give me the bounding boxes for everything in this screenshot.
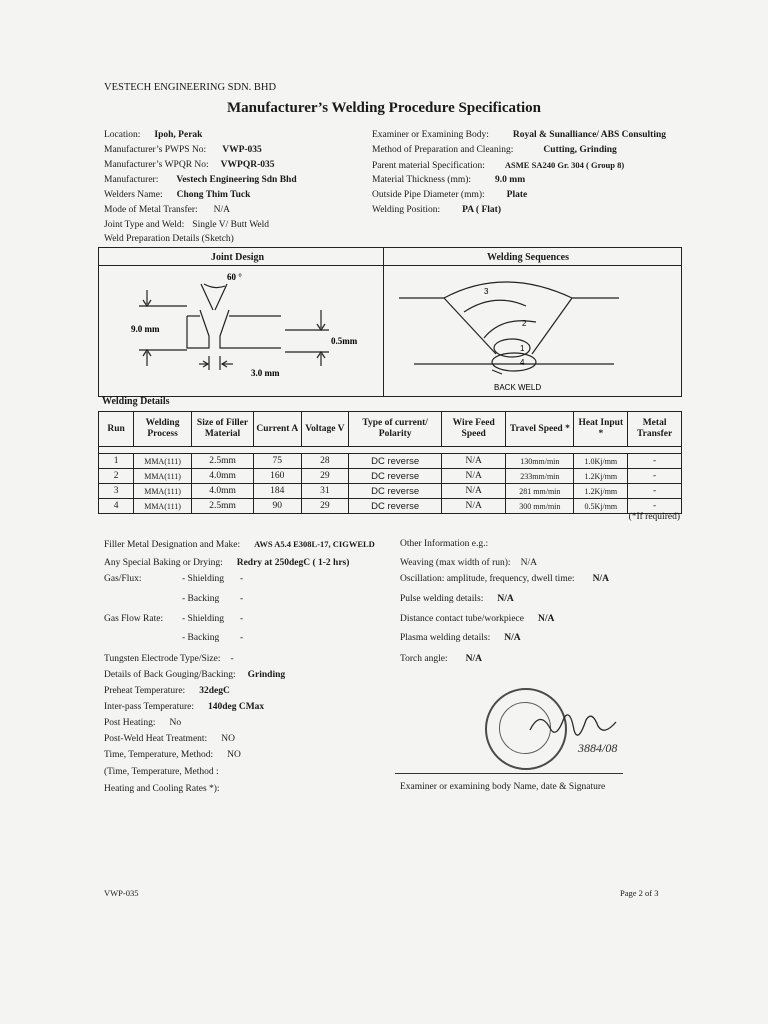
other-info-row: Other Information e.g.:	[400, 539, 489, 549]
distance-row: Distance contact tube/workpiece N/A	[400, 614, 555, 624]
interpass-row: Inter-pass Temperature: 140deg CMax	[104, 702, 265, 712]
thickness-label: 9.0 mm	[131, 324, 160, 334]
header-wire-feed: Wire Feed Speed	[442, 412, 506, 447]
postheat-row: Post Heating: No	[104, 718, 182, 728]
pass-label-1: 1	[520, 344, 525, 353]
welding-details-table	[98, 411, 682, 514]
gasflow-row: Gas Flow Rate: - Shielding -	[104, 614, 244, 624]
company-name: VESTECH ENGINEERING SDN. BHD	[104, 82, 277, 93]
header-travel-speed: Travel Speed *	[506, 412, 574, 447]
filler-row: Filler Metal Designation and Make: AWS A5.4 E308L-17, CIGWELD	[104, 539, 375, 550]
pass-4-bead	[492, 353, 536, 371]
metal-transfer-row: Mode of Metal Transfer: N/A	[104, 205, 231, 215]
location-row: Location: Ipoh, Perak	[104, 130, 203, 140]
welding-position-row: Welding Position: PA ( Flat)	[372, 205, 501, 215]
ttm-row: Time, Temperature, Method: NO	[104, 750, 241, 760]
welding-sequence-drawing	[384, 266, 681, 396]
header-run: Run	[99, 412, 134, 447]
gasflux-row: Gas/Flux: - Shielding -	[104, 574, 244, 584]
header-heat-input: Heat Input *	[574, 412, 628, 447]
weaving-row: Weaving (max width of run): N/A	[400, 558, 537, 568]
pass-label-3: 3	[484, 287, 489, 296]
heating-row: Heating and Cooling Rates *):	[104, 784, 220, 794]
thickness-row: Material Thickness (mm): 9.0 mm	[372, 175, 526, 185]
header-process: Welding Process	[134, 412, 192, 447]
pipe-diameter-row: Outside Pipe Diameter (mm): Plate	[372, 190, 528, 200]
baking-row: Any Special Baking or Drying: Redry at 250degC ( 1-2 hrs)	[104, 558, 350, 568]
pass-label-2: 2	[522, 319, 527, 328]
preheat-row: Preheat Temperature: 32degC	[104, 686, 230, 696]
signature	[520, 700, 640, 760]
angle-label: 60 °	[227, 272, 242, 282]
table-row: 3 MMA(111) 4.0mm 184 31 DC reverse N/A 281 mm/min 1.2Kj/mm -	[99, 484, 682, 499]
weld-sketch-box	[98, 247, 682, 397]
header-metal-transfer: Metal Transfer	[628, 412, 682, 447]
examiner-row: Examiner or Examining Body: Royal & Sunalliance/ ABS Consulting	[372, 130, 666, 140]
signature-line	[395, 773, 623, 774]
document-title: Manufacturer’s Welding Procedure Specification	[227, 100, 541, 116]
plasma-row: Plasma welding details: N/A	[400, 633, 521, 643]
table-row: 2 MMA(111) 4.0mm 160 29 DC reverse N/A 233mm/min 1.2Kj/mm -	[99, 469, 682, 484]
header-filler-size: Size of Filler Material	[192, 412, 254, 447]
pwht-row: Post-Weld Heat Treatment: NO	[104, 734, 235, 744]
header-polarity: Type of current/ Polarity	[349, 412, 442, 447]
if-required-note: (*If required)	[628, 512, 680, 522]
gap-label: 3.0 mm	[251, 368, 280, 378]
table-row: 1 MMA(111) 2.5mm 75 28 DC reverse N/A 130mm/min 1.0Kj/mm -	[99, 454, 682, 469]
table-spacer	[99, 447, 682, 454]
welding-sequences-heading: Welding Sequences	[487, 252, 569, 263]
header-current: Current A	[254, 412, 302, 447]
footer-doc-id: VWP-035	[104, 888, 139, 898]
torch-row: Torch angle: N/A	[400, 654, 482, 664]
table-row: 4 MMA(111) 2.5mm 90 29 DC reverse N/A 300 mm/min 0.5Kj/mm -	[99, 499, 682, 514]
manufacturer-row: Manufacturer: Vestech Engineering Sdn Bhd	[104, 175, 297, 185]
preparation-row: Method of Preparation and Cleaning: Cutting, Grinding	[372, 145, 617, 155]
weld-prep-row: Weld Preparation Details (Sketch)	[104, 234, 234, 244]
gasflux-backing-row: - Backing -	[182, 594, 244, 604]
wpqr-row: Manufacturer’s WPQR No: VWPQR-035	[104, 160, 275, 170]
pass-2-line	[484, 321, 536, 338]
pulse-row: Pulse welding details: N/A	[400, 594, 514, 604]
footer-page-number: Page 2 of 3	[620, 888, 659, 898]
welding-details-title: Welding Details	[102, 396, 170, 407]
parent-material-row: Parent material Specification: ASME SA240 Gr. 304 ( Group 8)	[372, 160, 625, 171]
pass-3-line	[464, 300, 526, 312]
back-weld-label: BACK WELD	[494, 383, 542, 392]
pwps-row: Manufacturer’s PWPS No: VWP-035	[104, 145, 262, 155]
tungsten-row: Tungsten Electrode Type/Size: -	[104, 654, 234, 664]
gouging-row: Details of Back Gouging/Backing: Grinding	[104, 670, 286, 680]
joint-design-heading: Joint Design	[211, 252, 265, 263]
root-face-label: 0.5mm	[331, 336, 358, 346]
joint-type-row: Joint Type and Weld: Single V/ Butt Weld	[104, 220, 270, 230]
table-header-row	[99, 412, 682, 447]
signature-date: 3884/08	[578, 741, 618, 755]
ttm2-row: (Time, Temperature, Method :	[104, 767, 219, 777]
welder-row: Welders Name: Chong Thim Tuck	[104, 190, 251, 200]
joint-design-drawing	[99, 266, 383, 396]
signature-caption: Examiner or examining body Name, date & Signature	[400, 782, 606, 792]
header-voltage: Voltage V	[301, 412, 349, 447]
oscillation-row: Oscillation: amplitude, frequency, dwell time: N/A	[400, 574, 609, 584]
pass-label-4: 4	[520, 358, 525, 367]
gasflow-backing-row: - Backing -	[182, 633, 244, 643]
